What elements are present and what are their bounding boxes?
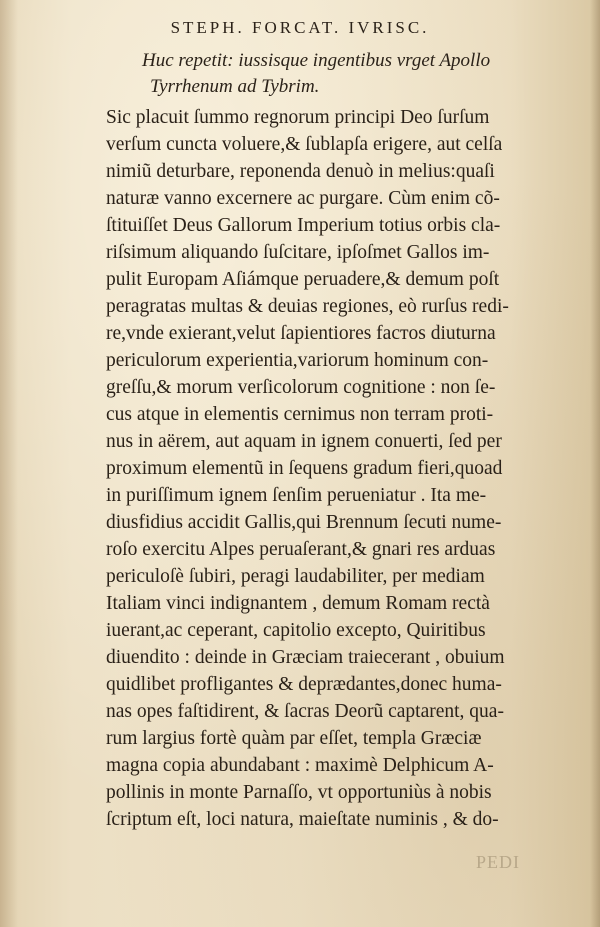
page-edge-shadow [590,0,600,927]
text-line: ſtituiſſet Deus Gallorum Imperium totius orbis cla- [106,215,501,236]
page-gutter-shadow [0,0,18,927]
text-line: nas opes faſtidirent, & ſacras Deorũ captarent, qua- [106,701,504,722]
text-line: diuendito : deinde in Græciam traiecerant , obuium [106,647,505,668]
text-line: Italiam vinci indignantem , demum Romam rectà [106,593,490,614]
text-line: rum largius fortè quàm par eſſet, templa Græciæ [106,728,482,749]
text-line: cus atque in elementis cernimus non terram proti- [106,404,494,425]
text-line: in puriſſimum ignem ſenſim perueniatur . Ita me- [106,485,487,506]
text-line: pulit Europam Aſiámque peruadere,& demum poſt [106,269,500,290]
text-line: pollinis in monte Parnaſſo, vt opportuniùs à nobis [106,782,492,803]
text-line: verſum cuncta voluere,& ſublapſa erigere, aut celſa [106,134,503,155]
text-line: peragratas multas & deuias regiones, eò rurſus redi- [106,296,509,317]
text-line: magna copia abundabant : maximè Delphicum A- [106,755,494,776]
text-line: quidlibet profligantes & deprædantes,donec huma- [106,674,502,695]
body-text [106,104,576,833]
text-line: ſcriptum eſt, loci natura, maieſtate numinis , & do- [106,809,499,830]
running-head: STEPH. FORCAT. IVRISC. [170,18,430,37]
text-line: proximum elementũ in ſequens gradum fieri,quoad [106,458,503,479]
text-line: roſo exercitu Alpes peruaſerant,& gnari res arduas [106,539,496,560]
text-line: re,vnde exierant,velut ſapientiores facтos diuturna [106,323,496,344]
text-line: nimiũ deturbare, reponenda denuò in melius:quaſi [106,161,495,182]
text-line: riſsimum aliquando ſuſcitare, ipſoſmet Gallos im- [106,242,490,263]
catchword: PEDI [476,852,520,872]
text-line: iuerant,ac ceperant, capitolio excepto, Quiritibus [106,620,486,641]
text-line: greſſu,& morum verſicolorum cognitione : non ſe- [106,377,496,398]
text-line: Sic placuit ſummo regnorum principi Deo ſurſum [106,107,490,128]
text-line: diusfidius accidit Gallis,qui Brennum ſecuti nume- [106,512,502,533]
text-line: nus in aërem, aut aquam in ignem conuerti, ſed per [106,431,502,452]
verse-line-1: Huc repetit: iussisque ingentibus vrget Apollo [142,50,491,71]
text-line: periculoſè ſubiri, peragi laudabiliter, per mediam [106,566,485,587]
text-line: periculorum experientia,variorum hominum con- [106,350,489,371]
text-line: naturæ vanno excernere ac purgare. Cùm enim cõ- [106,188,500,209]
verse-line-2: Tyrrhenum ad Tybrim. [150,76,320,97]
